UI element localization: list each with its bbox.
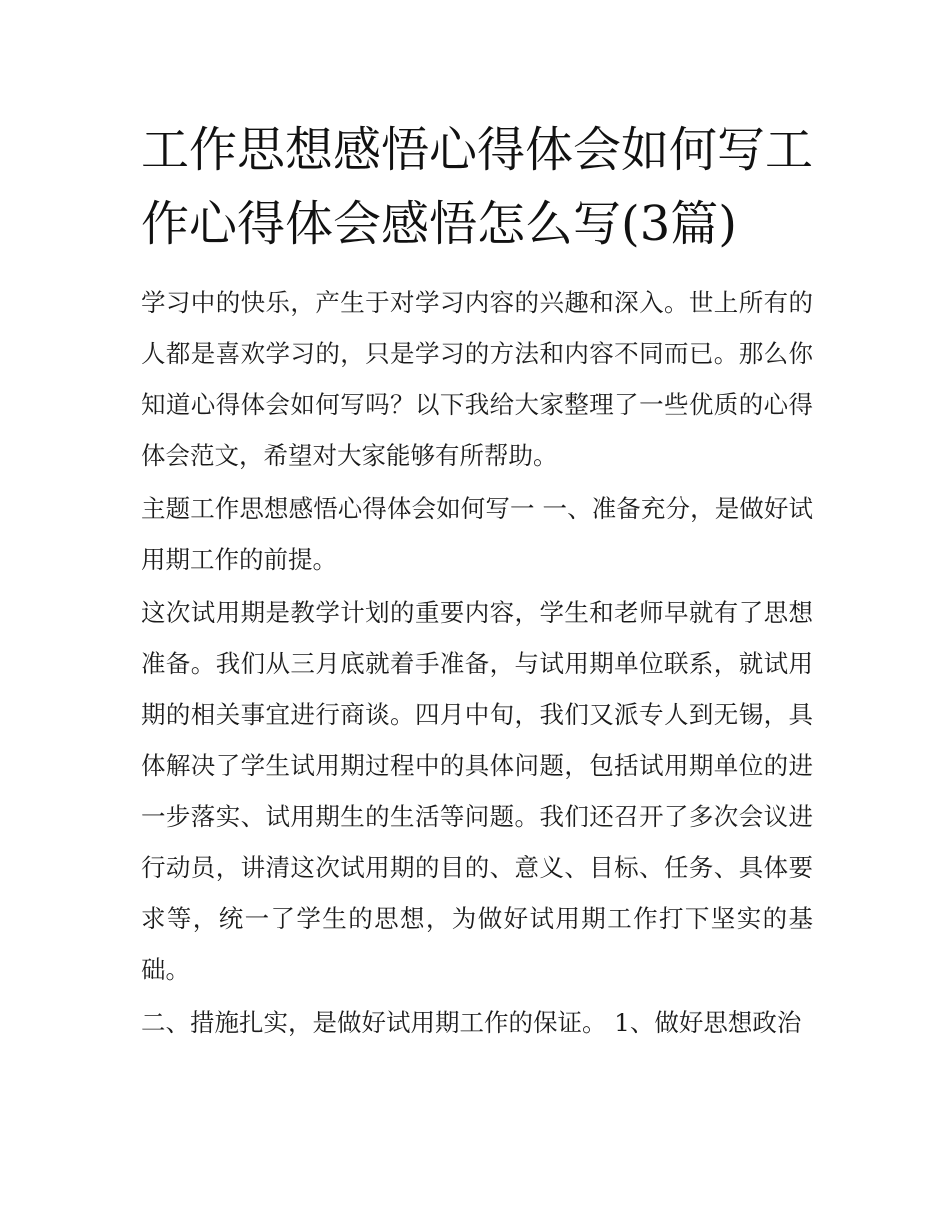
paragraph-section-heading: 主题工作思想感悟心得体会如何写一 一、准备充分，是做好试用期工作的前提。 xyxy=(141,494,813,574)
paragraph-measures: 二、措施扎实，是做好试用期工作的保证。 1、做好思想政治 xyxy=(141,1008,802,1037)
document-body xyxy=(141,113,813,1050)
paragraph-preparation: 这次试用期是教学计划的重要内容，学生和老师早就有了思想准备。我们从三月底就着手准备，与试用期单位联系，就试用期的相关事宜进行商谈。四月中旬，我们又派专人到无锡，具体解决了学生试用期过程中的具体问题，包括试用期单位的进一步落实、试用期生的生活等问题。我们还召开了多次会议进行动员，讲清这次试用期的目的、意义、目标、任务、具体要求等，统一了学生的思想，为做好试用期工作打下坚实的基础。 xyxy=(141,598,813,984)
document-title: 工作思想感悟心得体会如何写工作心得体会感悟怎么写(3篇) xyxy=(141,122,814,252)
paragraph-intro: 学习中的快乐，产生于对学习内容的兴趣和深入。世上所有的人都是喜欢学习的，只是学习的方法和内容不同而已。那么你知道心得体会如何写吗？以下我给大家整理了一些优质的心得体会范文，希望对大家能够有所帮助。 xyxy=(141,288,813,470)
